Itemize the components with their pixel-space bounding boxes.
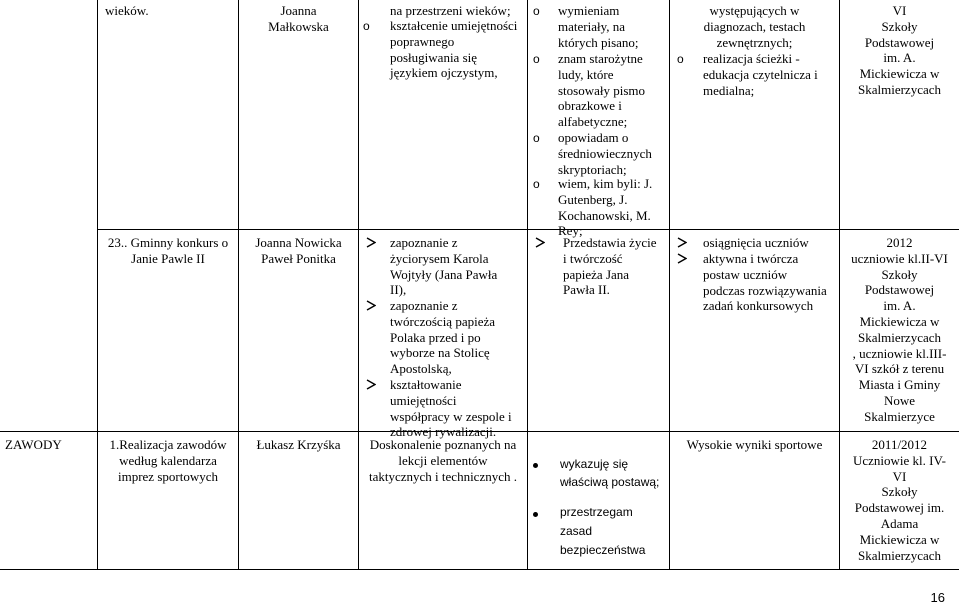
dot-bullet-icon: [533, 463, 538, 468]
dot-bullet-icon: [533, 512, 538, 517]
arrow-bullet-icon: [366, 300, 376, 311]
circle-bullet-icon: o: [533, 4, 540, 18]
cell-participants: 2011/2012 Uczniowie kl. IV- VI Szkoły Podstawowej im. Adama Mickiewicza w Skalmierzycach: [852, 437, 947, 563]
list-item: znam starożytne ludy, które stosowały pismo obrazkowe i alfabetyczne;: [558, 51, 646, 130]
circle-bullet-icon: o: [533, 131, 540, 145]
table-border: [97, 229, 959, 230]
list-item: Przedstawia życie i twórczość papieża Jana Pawła II.: [563, 235, 657, 298]
table-border: [358, 0, 359, 570]
cell-text: występujących w diagnozach, testach zewnętrznych;: [703, 3, 806, 50]
circle-bullet-icon: o: [677, 52, 684, 66]
cell-sports-events: 1.Realizacja zawodów według kalendarza imprez sportowych: [109, 437, 227, 484]
list-item: zapoznanie z twórczością papieża Polaka przed i po wyborze na Stolicę Apostolską,: [390, 298, 496, 377]
list-item: realizacja ścieżki - edukacja czytelnicza i medialna;: [703, 51, 818, 98]
table-border: [97, 0, 98, 570]
list-item: przestrzegam zasad bezpieczeństwa: [560, 505, 646, 557]
cell-text: Doskonalenie poznanych na lekcji elementów taktycznych i technicznych .: [369, 437, 517, 484]
circle-bullet-icon: o: [533, 52, 540, 66]
cell-text: wieków.: [105, 3, 149, 18]
cell-teacher: Łukasz Krzyśka: [256, 437, 341, 452]
arrow-bullet-icon: [535, 237, 545, 248]
list-item: osiągnięcia uczniów: [703, 235, 809, 250]
circle-bullet-icon: o: [533, 177, 540, 191]
cell-teacher: Joanna Nowicka Paweł Ponitka: [255, 235, 342, 266]
list-item: wiem, kim byli: J. Gutenberg, J. Kochanowski, M. Rey;: [558, 176, 653, 239]
cell-participants: VI Szkoły Podstawowej im. A. Mickiewicza w Skalmierzycach: [857, 3, 941, 97]
cell-text: na przestrzeni wieków;: [390, 3, 511, 18]
table-border: [238, 0, 239, 570]
list-item: wymieniam materiały, na których pisano;: [558, 3, 639, 50]
table-border: [0, 569, 959, 570]
list-item: opowiadam o średniowiecznych skryptoriach;: [558, 130, 652, 177]
list-item: zapoznanie z życiorysem Karola Wojtyły (Jana Pawła II),: [390, 235, 498, 298]
list-item: wykazuję się właściwą postawą;: [560, 457, 660, 489]
arrow-bullet-icon: [677, 253, 687, 264]
cell-text: Wysokie wyniki sportowe: [686, 437, 823, 452]
cell-competition: 23.. Gminny konkurs o Janie Pawle II: [107, 235, 229, 266]
cell-text: kształcenie umiejętności poprawnego posługiwania się językiem ojczystym,: [390, 18, 518, 81]
list-item: aktywna i twórcza postaw uczniów podczas rozwiązywania zadań konkursowych: [703, 251, 827, 314]
arrow-bullet-icon: [677, 237, 687, 248]
cell-participants: 2012 uczniowie kl.II-VI Szkoły Podstawowej im. A. Mickiewicza w Skalmierzycach , uczniowie kl.III- VI szkół z terenu Miasta i Gminy Nowe Skalmierzyce: [851, 235, 948, 424]
table-border: [527, 0, 528, 570]
page-number: 16: [930, 590, 945, 605]
arrow-bullet-icon: [366, 379, 376, 390]
circle-bullet-icon: o: [363, 19, 370, 33]
table-border: [669, 0, 670, 570]
arrow-bullet-icon: [366, 237, 376, 248]
list-item: kształtowanie umiejętności współpracy w zespole i zdrowej rywalizacji.: [390, 377, 512, 440]
section-label-zawody: ZAWODY: [5, 437, 62, 452]
cell-teacher: Joanna Małkowska: [268, 3, 329, 34]
